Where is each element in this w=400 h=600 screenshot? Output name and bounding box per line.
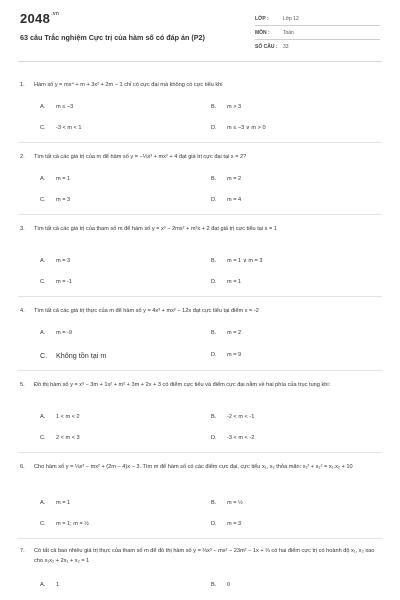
answer-option[interactable]: [211, 521, 241, 527]
logo-text: 2048: [20, 11, 51, 26]
option-letter: C.: [40, 279, 46, 285]
option-text: 0: [227, 582, 231, 588]
option-text: 2 < m < 3: [56, 435, 80, 441]
answer-option[interactable]: [40, 521, 89, 527]
option-letter: A.: [40, 582, 46, 588]
question-divider: [18, 370, 382, 371]
question-text: Tìm tất cả các giá trị của tham số m để hàm số y = x³ − 2mx² + m²x + 2 đạt giá trị cực tiểu tại x = 1: [34, 226, 277, 232]
option-letter: C.: [40, 197, 46, 203]
meta-subject-row: [255, 30, 294, 36]
option-letter: C.: [40, 435, 46, 441]
answer-option[interactable]: [211, 104, 241, 110]
option-text: m = 1; m = ½: [56, 521, 89, 527]
option-text: -2 < m < -1: [227, 414, 255, 420]
option-letter: B.: [211, 414, 217, 420]
answer-option[interactable]: [40, 197, 70, 203]
option-letter: D.: [211, 125, 217, 131]
option-text: m = 2: [227, 330, 242, 336]
option-letter: D.: [211, 435, 217, 441]
question-item: [20, 224, 380, 294]
option-text: m = 4: [227, 197, 242, 203]
answer-option[interactable]: [40, 500, 70, 506]
meta-count-key: SỐ CÂU :: [255, 44, 278, 50]
option-letter: D.: [211, 352, 217, 358]
option-text: Không tồn tại m: [56, 351, 107, 360]
header-divider: [18, 61, 382, 62]
option-letter: B.: [211, 330, 217, 336]
question-item: [20, 380, 380, 450]
option-letter: A.: [40, 330, 46, 336]
option-text: -3 < m < -2: [227, 435, 255, 441]
option-letter: A.: [40, 104, 46, 110]
option-letter: B.: [211, 582, 217, 588]
option-text: 1: [56, 582, 60, 588]
option-letter: A.: [40, 176, 46, 182]
meta-class-key: LỚP :: [255, 16, 269, 22]
question-text: Đồ thị hàm số y = x³ − 3m + 1x² + m² + 3m + 2x + 3 có điểm cực tiểu và điểm cực đại nằm về hai phía của trục tung khi:: [34, 382, 331, 388]
answer-option[interactable]: [40, 104, 73, 110]
question-text-block: [20, 224, 380, 234]
question-number: 1.: [20, 82, 25, 88]
answer-option[interactable]: [211, 197, 241, 203]
option-text: m > 3: [227, 104, 242, 110]
option-text: m = 9: [227, 352, 242, 358]
option-letter: D.: [211, 197, 217, 203]
document-title: 63 câu Trắc nghiệm Cực trị của hàm số có đáp án (P2): [20, 33, 205, 42]
question-number: 3.: [20, 226, 25, 232]
option-letter: A.: [40, 258, 46, 264]
question-item: [20, 152, 380, 212]
question-divider: [18, 452, 382, 453]
question-divider: [18, 214, 382, 215]
question-item: [20, 80, 380, 140]
option-letter: D.: [211, 521, 217, 527]
question-text-block: [20, 306, 380, 316]
answer-option[interactable]: [40, 330, 72, 336]
option-letter: B.: [211, 104, 217, 110]
question-text: Tìm tất cả các giá trị thực của m để hàm số y = 4x³ + mx² − 12x đạt cực tiểu tại điểm x = -2: [34, 308, 259, 314]
option-text: m = 3: [56, 258, 71, 264]
answer-option[interactable]: [40, 279, 72, 285]
option-letter: C.: [40, 125, 46, 131]
meta-divider: [255, 25, 380, 26]
question-text-block: [20, 546, 380, 566]
question-divider: [18, 296, 382, 297]
answer-option[interactable]: [211, 435, 254, 441]
question-number: 2.: [20, 154, 25, 160]
option-letter: A.: [40, 414, 46, 420]
option-text: m = 1: [56, 500, 71, 506]
option-letter: D.: [211, 279, 217, 285]
question-divider: [18, 538, 382, 539]
answer-option[interactable]: [211, 176, 241, 182]
logo-suffix: .vn: [51, 11, 60, 17]
option-text: m = -1: [56, 279, 73, 285]
question-number: 5.: [20, 382, 25, 388]
question-item: [20, 462, 380, 532]
meta-subject-value: Toán: [283, 30, 294, 36]
option-text: m = ½: [227, 500, 243, 506]
answer-option[interactable]: [40, 414, 80, 420]
site-logo[interactable]: [20, 11, 59, 26]
meta-divider: [255, 39, 380, 40]
option-letter: B.: [211, 500, 217, 506]
answer-option[interactable]: [40, 125, 82, 131]
question-number: 4.: [20, 308, 25, 314]
answer-option[interactable]: [40, 435, 80, 441]
question-text-block: [20, 152, 380, 162]
answer-option[interactable]: [40, 582, 59, 588]
option-text: m = 3: [56, 197, 71, 203]
question-item: [20, 306, 380, 368]
meta-class-row: [255, 16, 299, 22]
answer-option[interactable]: [211, 279, 241, 285]
question-text: Tìm tất cả các giá trị của m để hàm số y = −⅓x³ + mx² + 4 đạt giá trị cực đại tại x = 2?: [34, 154, 247, 160]
answer-option[interactable]: [211, 414, 254, 420]
meta-subject-key: MÔN :: [255, 30, 270, 36]
meta-class-value: Lớp 12: [283, 16, 299, 22]
question-divider: [18, 142, 382, 143]
question-number: 6.: [20, 464, 25, 470]
option-letter: C.: [40, 351, 48, 360]
option-text: m ≤ −3: [56, 104, 74, 110]
question-text: Có tất cả bao nhiêu giá trị thực của tham số m để đồ thị hàm số y = ⅔x³ − mx² − 23m² − 1x + ⅔ có hai điểm cực trị có hoành độ x₁, x₂ sao cho x₁x₂ + 2x₁ + x₂ = 1: [34, 548, 375, 564]
question-text: Cho hàm số y = ⅓x³ − mx² + (2m − 4)x − 3. Tìm m để hàm số có các điểm cực đại, cực tiểu x₁, x₂ thỏa mãn: x₁² + x₂² = x₁.x₂ + 10: [34, 464, 353, 470]
answer-option[interactable]: [40, 258, 70, 264]
meta-count-row: [255, 44, 289, 50]
option-text: m ≤ −3 ∨ m > 0: [227, 125, 266, 131]
answer-option[interactable]: [40, 176, 70, 182]
question-text-block: [20, 80, 380, 90]
answer-option[interactable]: [211, 582, 230, 588]
option-letter: B.: [211, 176, 217, 182]
answer-option[interactable]: [211, 258, 263, 264]
option-text: m = 2: [227, 176, 242, 182]
answer-option[interactable]: [211, 500, 243, 506]
document-header: [0, 0, 400, 62]
option-text: m = 1: [56, 176, 71, 182]
option-letter: A.: [40, 500, 46, 506]
option-text: m = 3: [227, 521, 242, 527]
question-text-block: [20, 380, 380, 390]
option-text: m = 1 ∨ m = 3: [227, 258, 263, 264]
question-text: Hàm số y = mx⁴ + m + 3x² + 2m − 1 chỉ có cực đại mà không có cực tiểu khi: [34, 82, 223, 88]
question-number: 7.: [20, 548, 25, 554]
option-text: -3 < m < 1: [56, 125, 82, 131]
option-letter: B.: [211, 258, 217, 264]
answer-option[interactable]: [211, 125, 266, 131]
meta-count-value: 33: [283, 44, 289, 50]
question-item: [20, 546, 380, 600]
answer-option[interactable]: [211, 330, 241, 336]
option-text: 1 < m < 2: [56, 414, 80, 420]
question-text-block: [20, 462, 380, 472]
answer-option[interactable]: [211, 352, 241, 358]
option-letter: C.: [40, 521, 46, 527]
answer-option[interactable]: [40, 351, 106, 360]
option-text: m = 1: [227, 279, 242, 285]
option-text: m = -9: [56, 330, 73, 336]
